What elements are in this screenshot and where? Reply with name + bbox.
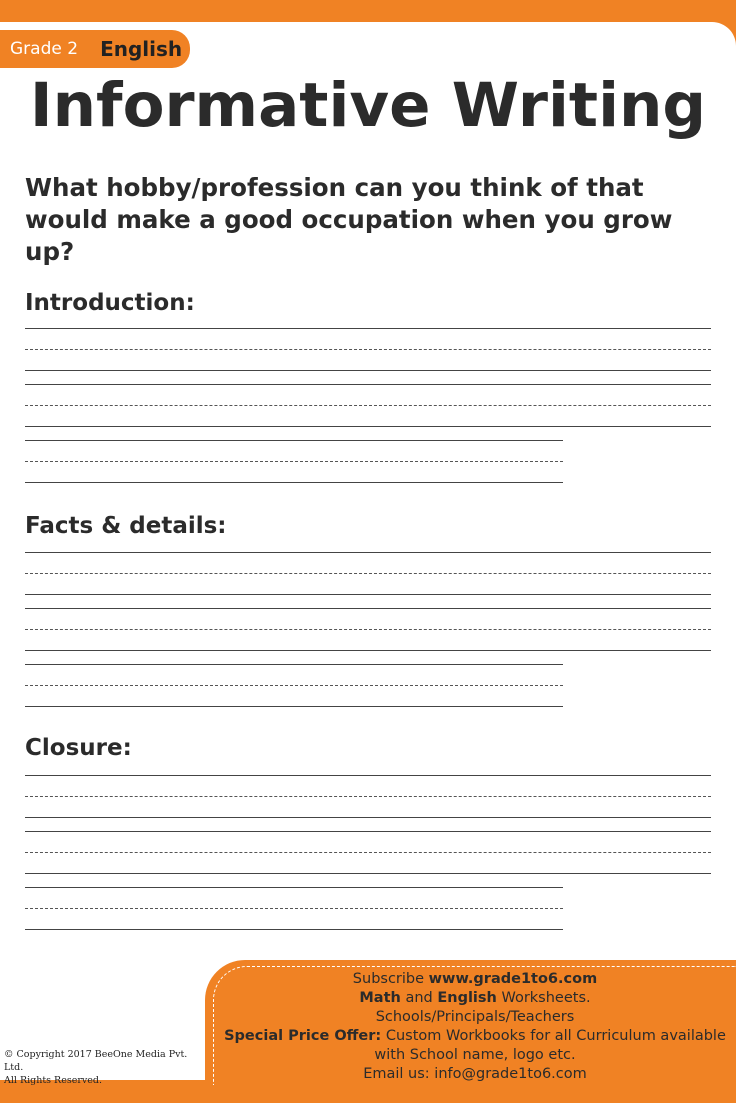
website-link[interactable]: www.grade1to6.com [428, 971, 598, 987]
writing-line [25, 664, 563, 665]
writing-line [25, 370, 711, 371]
copyright-notice: © Copyright 2017 BeeOne Media Pvt. Ltd. All Rights Reserved. [4, 1049, 188, 1086]
writing-line [25, 552, 711, 553]
offer-line-2: with School name, logo etc. [374, 1047, 576, 1063]
writing-guide-line [25, 796, 711, 797]
writing-line [25, 482, 563, 483]
grade-subject-tag [0, 30, 190, 68]
page-title: Informative Writing [29, 70, 707, 141]
writing-line [25, 706, 563, 707]
writing-line [25, 440, 563, 441]
writing-line [25, 775, 711, 776]
writing-line [25, 929, 563, 930]
writing-guide-line [25, 461, 563, 462]
writing-line [25, 887, 563, 888]
subscribe-line: Subscribe www.grade1to6.com [352, 971, 598, 987]
writing-line [25, 594, 711, 595]
subject-label: English [100, 37, 183, 61]
email-link[interactable]: Email us: info@grade1to6.com [363, 1066, 587, 1082]
writing-guide-line [25, 908, 563, 909]
writing-line [25, 873, 711, 874]
offer-line: Special Price Offer: Custom Workbooks for all Curriculum available [224, 1028, 726, 1044]
writing-line [25, 328, 711, 329]
section-heading-introduction: Introduction: [25, 290, 195, 316]
writing-guide-line [25, 685, 563, 686]
writing-line [25, 831, 711, 832]
section-heading-closure: Closure: [25, 735, 132, 761]
writing-line [25, 650, 711, 651]
writing-guide-line [25, 349, 711, 350]
audience-line: Schools/Principals/Teachers [375, 1009, 575, 1025]
grade-label: Grade 2 [10, 39, 79, 59]
writing-line [25, 426, 711, 427]
writing-prompt: What hobby/profession can you think of that would make a good occupation when you grow up? [25, 173, 673, 266]
writing-guide-line [25, 629, 711, 630]
writing-line [25, 608, 711, 609]
writing-guide-line [25, 573, 711, 574]
writing-guide-line [25, 405, 711, 406]
section-heading-facts-details: Facts & details: [25, 513, 227, 539]
footer-promo-text [215, 970, 735, 1084]
writing-line [25, 817, 711, 818]
writing-guide-line [25, 852, 711, 853]
worksheets-line: Math and English Worksheets. [359, 990, 591, 1006]
writing-line [25, 384, 711, 385]
